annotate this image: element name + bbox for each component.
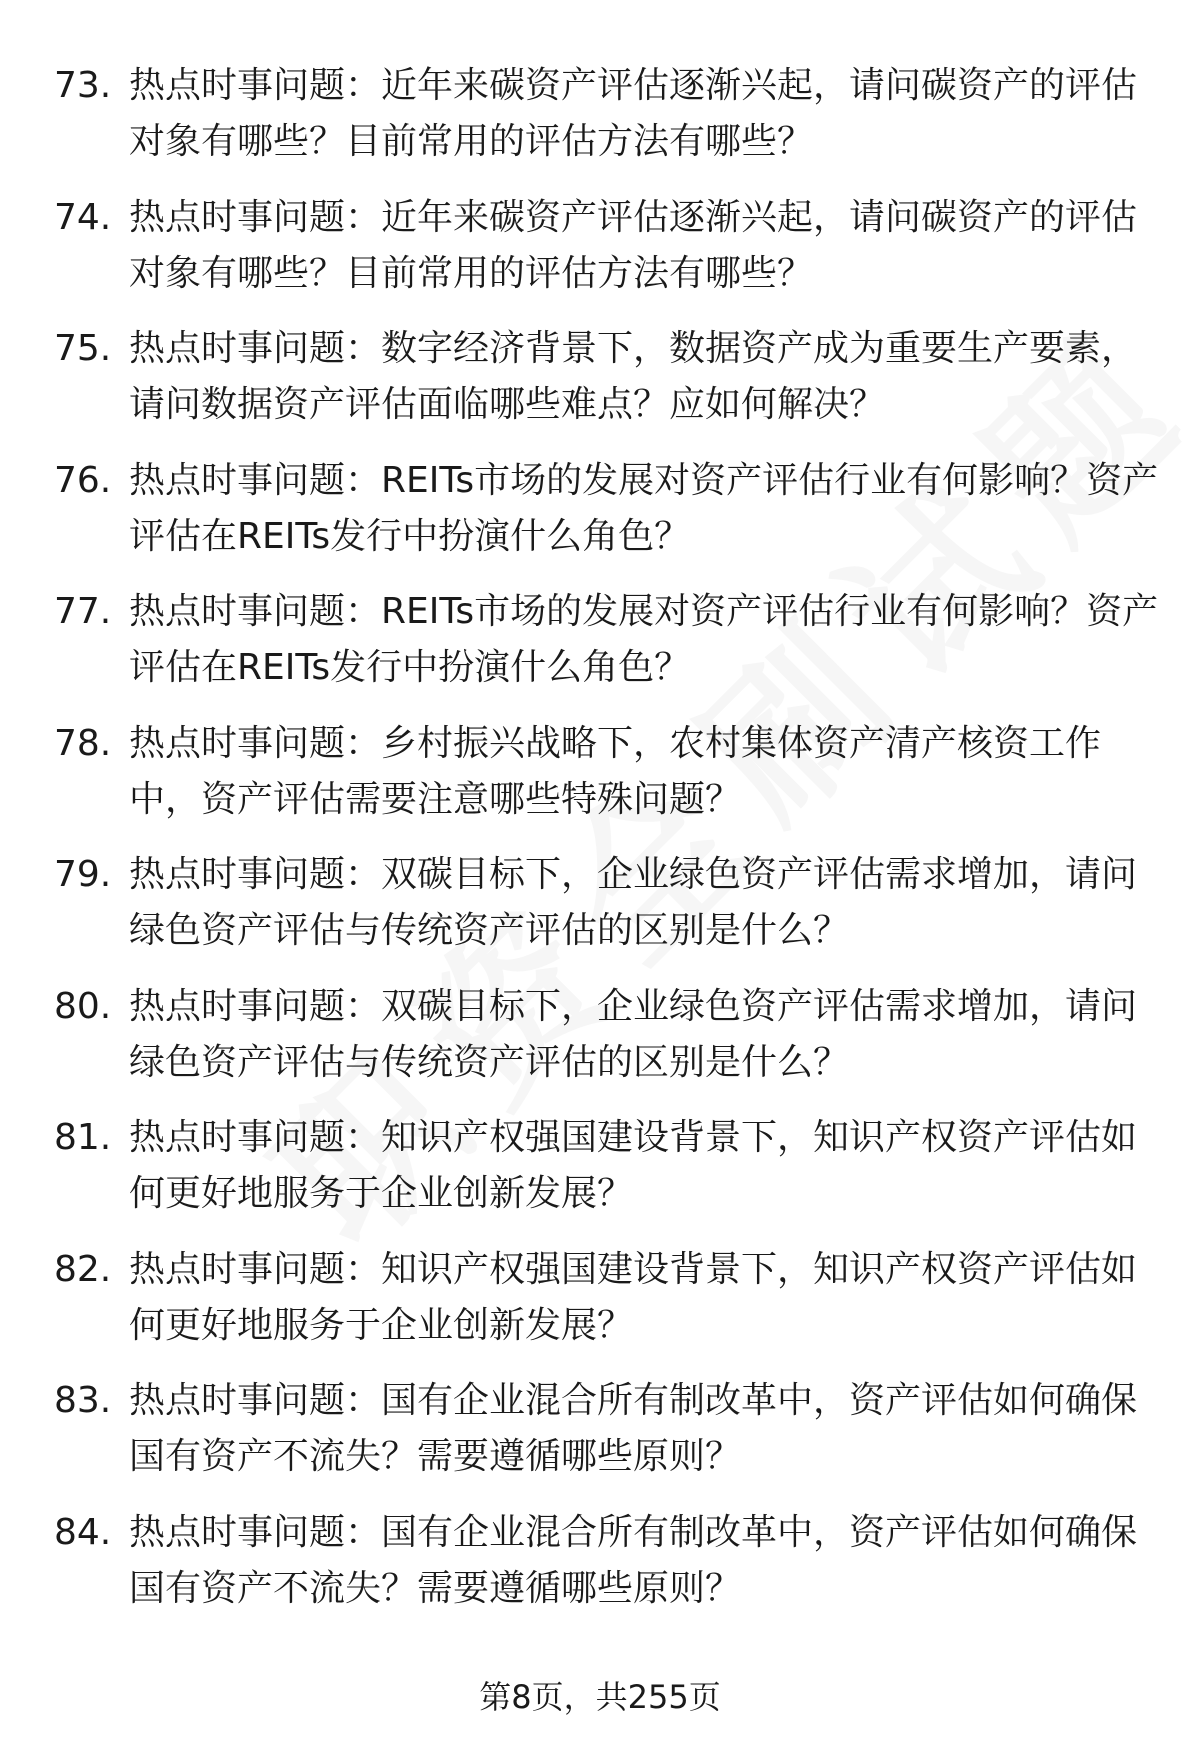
list-item — [0, 313, 1200, 445]
list-item — [0, 839, 1200, 971]
list-item — [0, 445, 1200, 577]
question-text: 热点时事问题：知识产权强国建设背景下，知识产权资产评估如何更好地服务于企业创新发展？ — [129, 1248, 1138, 1346]
question-number: 78. — [54, 722, 112, 764]
list-item — [0, 1102, 1200, 1234]
question-number: 75. — [54, 328, 112, 369]
question-text: 热点时事问题：双碳目标下，企业绿色资产评估需求增加，请问绿色资产评估与传统资产评估的区别是什么？ — [129, 854, 1138, 951]
question-text: 热点时事问题：国有企业混合所有制改革中，资产评估如何确保国有资产不流失？需要遵循哪些原则？ — [129, 1380, 1138, 1477]
question-text: 热点时事问题：REITs市场的发展对资产评估行业有何影响？资产评估在REITs发行中扮演什么角色？ — [129, 459, 1159, 557]
question-text: 热点时事问题：双碳目标下，企业绿色资产评估需求增加，请问绿色资产评估与传统资产评估的区别是什么？ — [129, 985, 1138, 1083]
list-item — [0, 708, 1200, 840]
list-item — [0, 576, 1200, 708]
question-text: 热点时事问题：数字经济背景下，数据资产成为重要生产要素，请问数据资产评估面临哪些难点？应如何解决？ — [129, 328, 1138, 425]
question-text: 热点时事问题：乡村振兴战略下，农村集体资产清产核资工作中，资产评估需要注意哪些特殊问题？ — [129, 722, 1102, 820]
list-item — [0, 50, 1200, 182]
question-text: 热点时事问题：知识产权强国建设背景下，知识产权资产评估如何更好地服务于企业创新发展？ — [129, 1117, 1138, 1214]
question-number: 82. — [54, 1248, 112, 1290]
question-number: 77. — [54, 591, 112, 632]
question-list — [0, 50, 1200, 1628]
question-number: 83. — [54, 1380, 112, 1421]
list-item — [0, 1234, 1200, 1366]
question-number: 79. — [54, 854, 112, 895]
question-text: 热点时事问题：近年来碳资产评估逐渐兴起，请问碳资产的评估对象有哪些？目前常用的评估方法有哪些？ — [129, 65, 1138, 162]
list-item — [0, 971, 1200, 1103]
list-item — [0, 1365, 1200, 1497]
list-item — [0, 182, 1200, 314]
question-text: 热点时事问题：REITs市场的发展对资产评估行业有何影响？资产评估在REITs发行中扮演什么角色？ — [129, 591, 1159, 688]
question-number: 73. — [54, 65, 112, 106]
list-item — [0, 1497, 1200, 1629]
question-number: 80. — [54, 985, 112, 1027]
page-footer: 第8页，共255页 — [479, 1678, 721, 1716]
question-number: 74. — [54, 196, 112, 238]
question-number: 76. — [54, 459, 112, 501]
question-number: 84. — [54, 1511, 112, 1553]
question-number: 81. — [54, 1117, 112, 1158]
question-text: 热点时事问题：近年来碳资产评估逐渐兴起，请问碳资产的评估对象有哪些？目前常用的评估方法有哪些？ — [129, 196, 1138, 294]
question-text: 热点时事问题：国有企业混合所有制改革中，资产评估如何确保国有资产不流失？需要遵循哪些原则？ — [129, 1511, 1138, 1609]
